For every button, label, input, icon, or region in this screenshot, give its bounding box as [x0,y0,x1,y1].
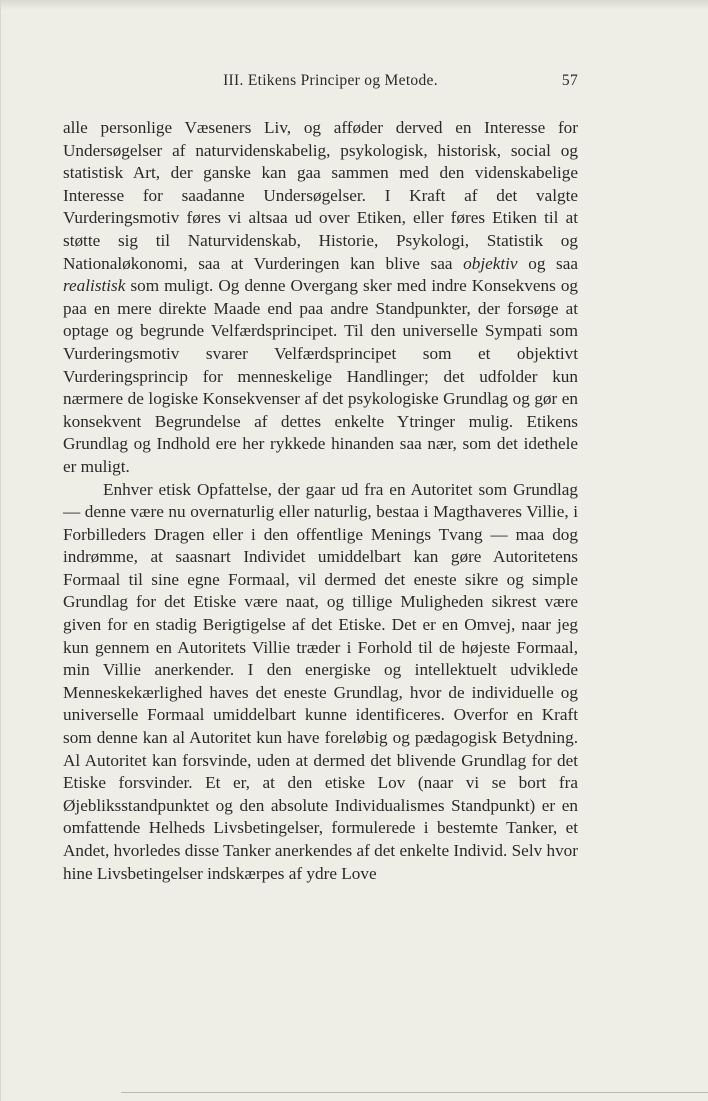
paragraph-2: Enhver etisk Opfattelse, der gaar ud fra en Autoritet som Grundlag — denne være nu overnaturlig eller naturlig, bestaa i Magthaveres Villie, i Forbilleders Dragen eller i den offentlige Menings Tvang — maa dog indrømme, at saasnart Individet umiddelbart kan gøre Autoritetens Formaal til sine egne Formaal, vil dermed det eneste sikre og simple Grundlag for det Etiske være naat, og tillige Muligheden sikrest være given for en stadig Berigtigelse af det Etiske. Det er en Omvej, naar jeg kun gennem en Autoritets Villie træder i Forhold til de højeste Formaal, min Villie anerkender. I den energiske og intellektuelt udviklede Menneskekærlighed haves det eneste Grundlag, hvor de individuelle og universelle Formaal umiddelbart kunne identificeres. Overfor en Kraft som denne kan al Autoritet kun have foreløbig og pædagogisk Betydning. Al Autoritet kan forsvinde, uden at dermed det blivende Grundlag for det Etiske forsvinder. Et er, at den etiske Lov (naar vi se bort fra Øjebliksstandpunktet og den absolute Individualismes Standpunkt) er en omfattende Helheds Livsbetingelser, formulerede i bestemte Tanker, et Andet, hvorledes disse Tanker anerkendes af det enkelte Individ. Selv hvor hine Livsbetingelser indskærpes af ydre Love [63,479,578,883]
emphasis-objektiv: objektiv [463,253,518,273]
page-top-edge [1,0,708,10]
chapter-title: III. Etikens Principer og Metode. [223,72,438,89]
p1-text-a: alle personlige Væseners Liv, og afføder derved en Interesse for Undersøgelser af naturvidenskabelig, psykologisk, historisk, social og statistisk Art, der ganske kan gaa sammen med den videnskabelige Interesse for saadanne Undersøgelser. I Kraft af det valgte Vurderingsmotiv føres vi altsaa ud over Etiken, eller føres Etiken til at støtte sig til Naturvidenskab, Historie, Psykologi, Statistik og Nationaløkonomi, saa at Vurderingen kan blive saa [63,118,578,273]
page-number: 57 [561,72,578,89]
emphasis-realistisk: realistisk [63,276,126,296]
running-header [63,72,578,96]
p1-text-b: og saa [528,253,579,273]
page-bottom-edge [121,1092,708,1093]
p1-text-c: som muligt. Og denne Overgang sker med indre Konsekvens og paa en mere direkte Maade end paa andre Standpunkter, der forsøge at optage og begrunde Velfærdsprincipet. Til den universelle Sympati som Vurderingsmotiv svarer Velfærdsprincipet som et objektivt Vurderingsprincip for menneskelige Handlinger; det udfolder kun nærmere de logiske Konsekvenser af det psykologiske Grundlag og gør en konsekvent Begrundelse af dettes enkelte Ytringer mulig. Etikens Grundlag og Indhold ere her rykkede hinanden saa nær, som det idethele er muligt. [63,276,579,476]
paragraph-1 [63,117,578,479]
body-text [63,117,578,885]
